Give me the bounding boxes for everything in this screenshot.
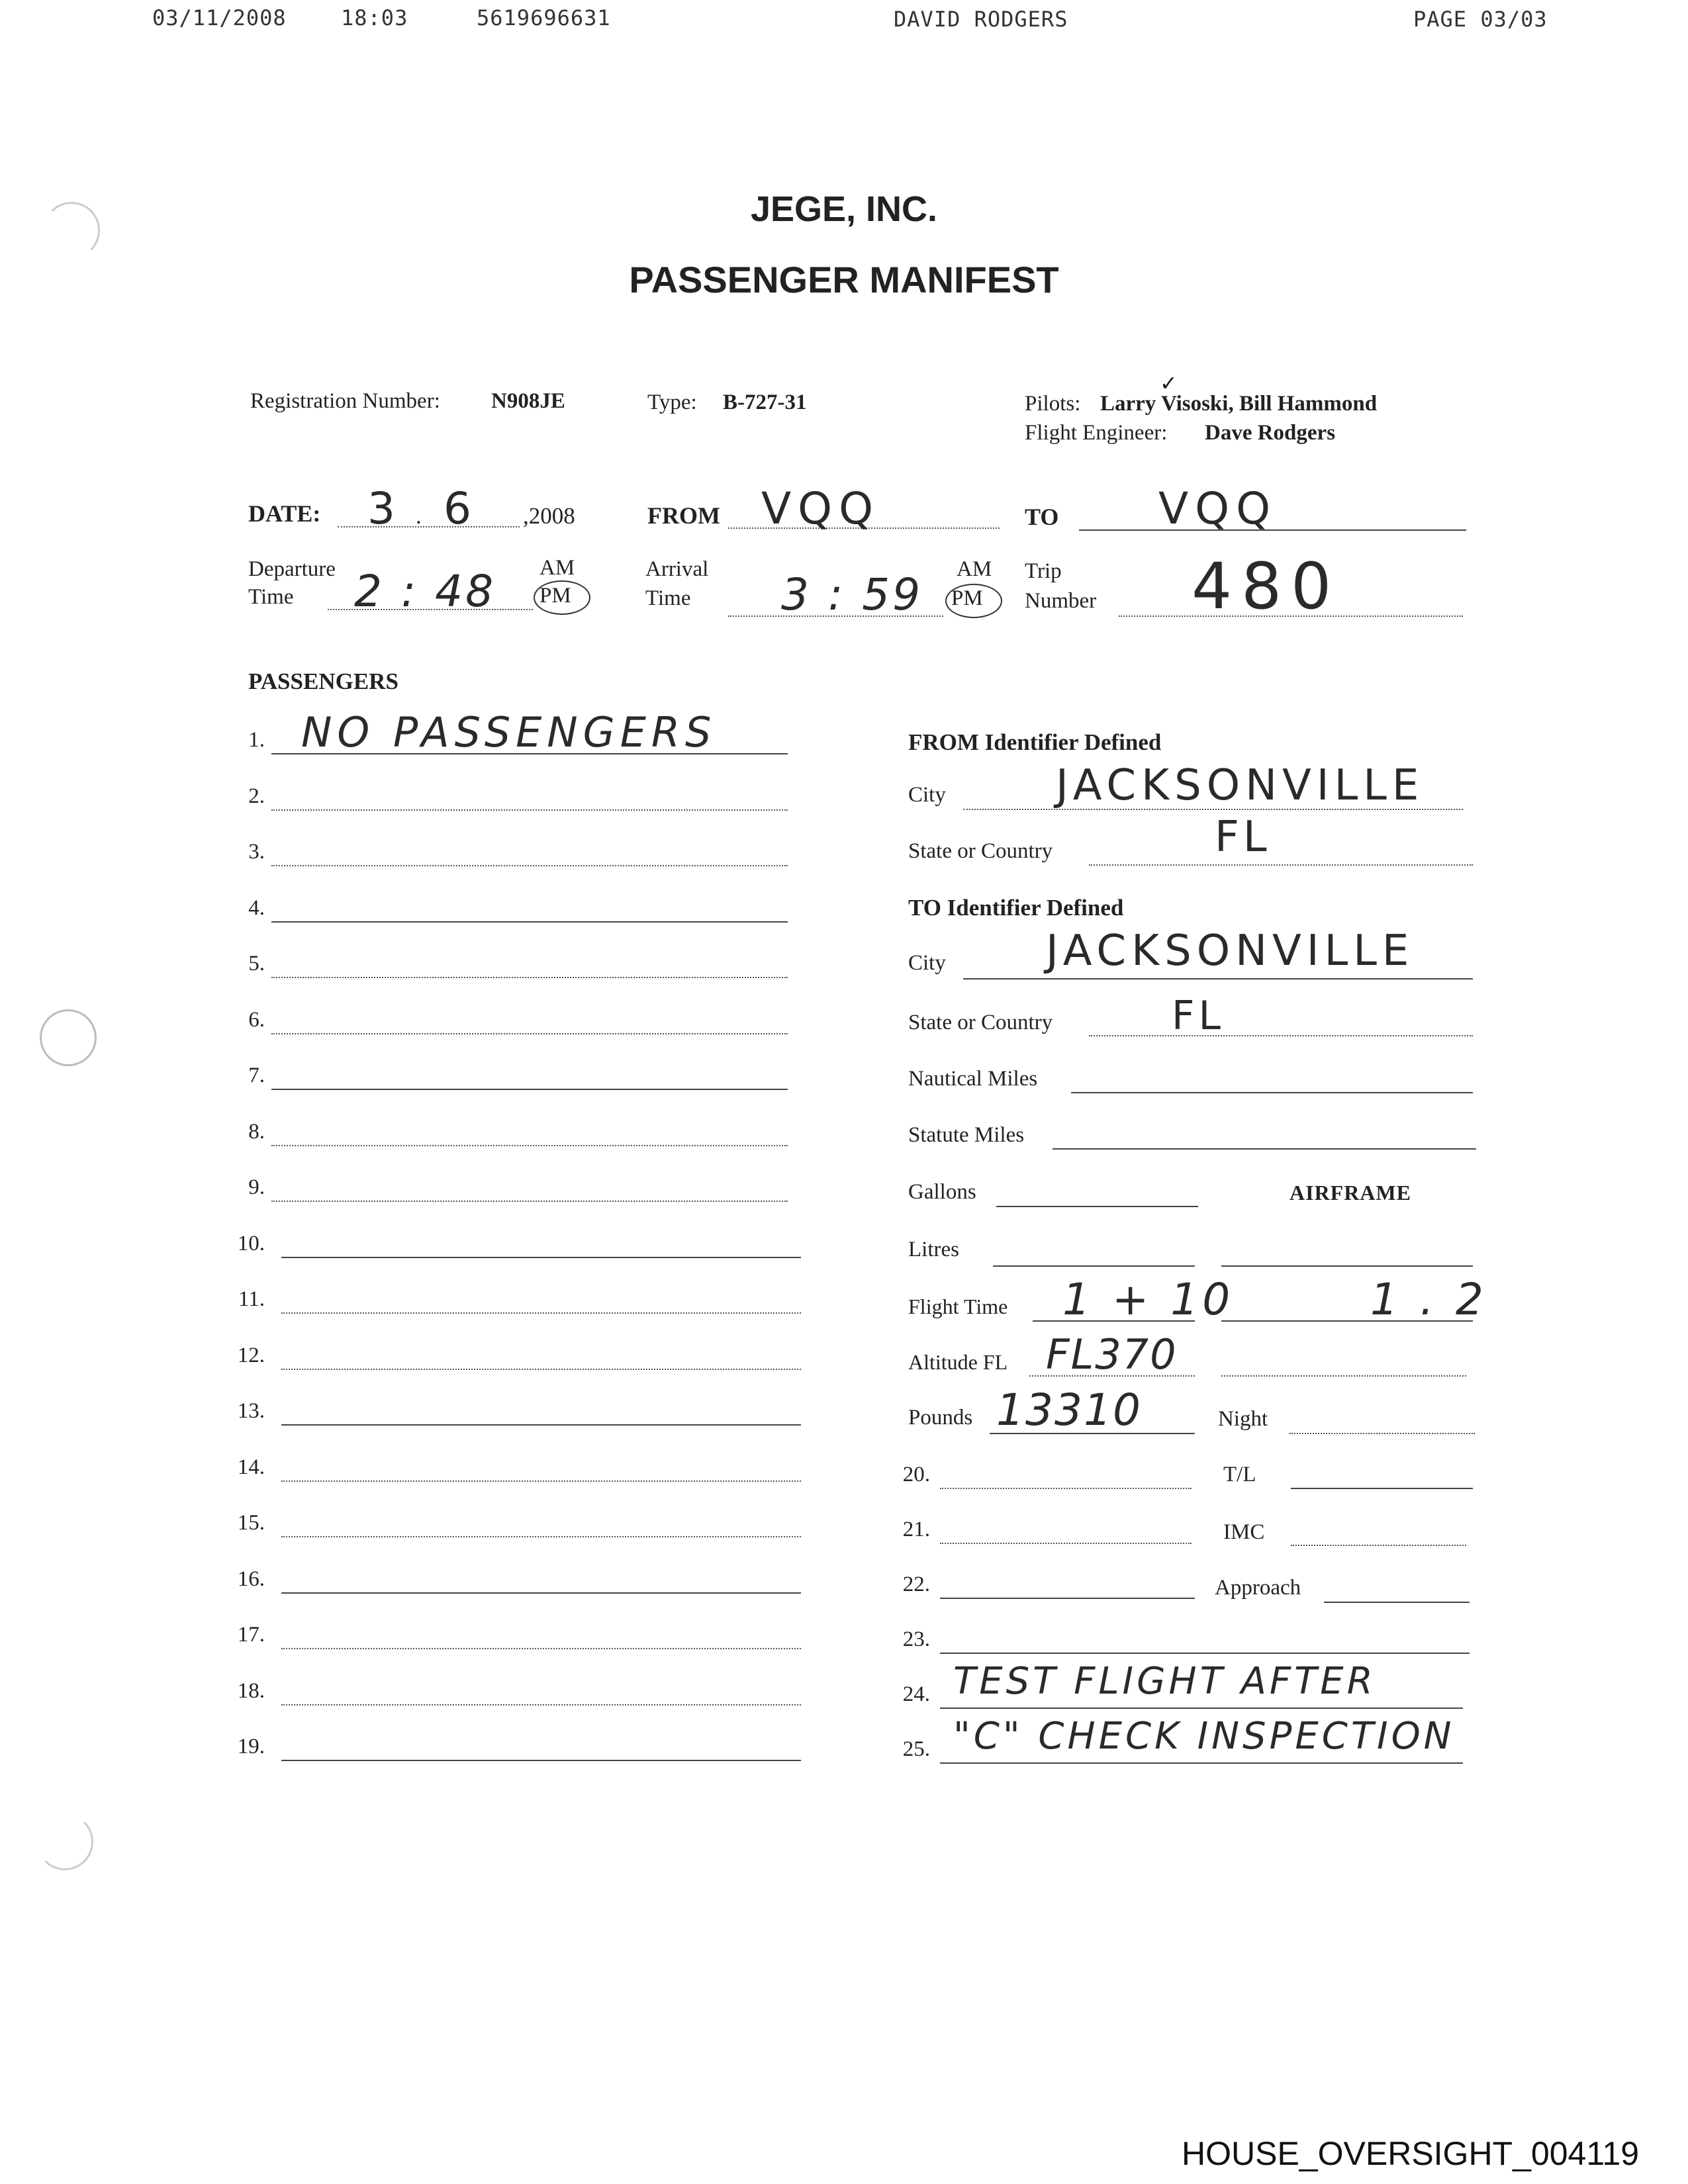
passenger-row-number: 4. <box>248 896 265 920</box>
note-row-number: 20. <box>902 1463 930 1486</box>
date-month: 3 <box>367 483 399 534</box>
pounds-label: Pounds <box>908 1406 973 1430</box>
trip-label-number: Number <box>1025 589 1097 613</box>
imc-line <box>1291 1545 1466 1546</box>
from-label: FROM <box>647 502 720 529</box>
passenger-row-number: 13. <box>237 1399 265 1423</box>
date-label: DATE: <box>248 500 321 527</box>
gallons-label: Gallons <box>908 1180 976 1204</box>
departure-pm: PM <box>539 584 571 608</box>
type-label: Type: <box>647 390 697 414</box>
approach-line <box>1324 1602 1470 1603</box>
departure-am: AM <box>539 556 575 580</box>
from-state-value: FL <box>1215 813 1271 862</box>
passenger-row-number: 18. <box>237 1679 265 1703</box>
note-row-line <box>940 1598 1195 1599</box>
binder-hole-bottom <box>36 1813 93 1870</box>
registration-value: N908JE <box>491 389 565 413</box>
litres-airframe-line <box>1221 1265 1473 1267</box>
litres-label: Litres <box>908 1238 959 1261</box>
passenger-row-number: 7. <box>248 1064 265 1087</box>
passenger-row-name: NO PASSENGERS <box>301 708 717 756</box>
to-state-label: State or Country <box>908 1011 1053 1034</box>
passenger-row-line <box>281 1312 801 1314</box>
note-row-line <box>940 1543 1192 1544</box>
passengers-heading: PASSENGERS <box>248 668 399 694</box>
passenger-row-number: 9. <box>248 1175 265 1199</box>
trip-label: Trip <box>1025 559 1062 583</box>
from-city-label: City <box>908 783 946 807</box>
statute-miles-label: Statute Miles <box>908 1123 1025 1147</box>
passenger-row-number: 16. <box>237 1567 265 1591</box>
passenger-row-number: 14. <box>237 1455 265 1479</box>
flight-time-airframe-value: 1 . 2 <box>1370 1274 1487 1325</box>
passenger-row-line <box>271 977 788 978</box>
passenger-row-number: 15. <box>237 1511 265 1535</box>
to-label: TO <box>1025 504 1059 530</box>
arrival-label-time: Time <box>645 586 691 610</box>
to-city-line <box>963 978 1473 979</box>
departure-label-time: Time <box>248 585 294 609</box>
night-line <box>1289 1433 1475 1434</box>
passenger-row-number: 5. <box>248 952 265 976</box>
fax-sender: DAVID RODGERS <box>894 7 1068 32</box>
passenger-row-line <box>281 1536 801 1537</box>
passenger-row-number: 1. <box>248 728 265 752</box>
altitude-value: FL370 <box>1046 1330 1178 1379</box>
flight-time-value: 1 + 10 <box>1062 1274 1235 1325</box>
note-row-line <box>940 1762 1463 1764</box>
passenger-row-line <box>271 1033 788 1034</box>
note-row-line <box>940 1488 1192 1489</box>
passenger-row-number: 2. <box>248 784 265 808</box>
passenger-row-line <box>281 1480 801 1482</box>
date-line <box>338 526 520 527</box>
from-state-line <box>1089 864 1473 866</box>
arrival-am: AM <box>957 557 992 581</box>
fax-phone: 5619696631 <box>477 5 611 30</box>
note-row-text: "C" CHECK INSPECTION <box>953 1715 1455 1758</box>
nautical-miles-line <box>1071 1092 1473 1093</box>
airframe-heading: AIRFRAME <box>1289 1181 1411 1205</box>
tl-line <box>1291 1488 1473 1489</box>
flight-time-label: Flight Time <box>908 1295 1008 1318</box>
passenger-row-line <box>271 1201 788 1202</box>
fax-time: 18:03 <box>341 5 408 30</box>
pounds-value: 13310 <box>996 1385 1142 1435</box>
passenger-row-line <box>271 1089 788 1090</box>
flight-engineer-value: Dave Rodgers <box>1205 421 1336 445</box>
passenger-row-line <box>281 1369 801 1370</box>
passenger-row-line <box>271 921 788 923</box>
passenger-row-line <box>281 1648 801 1649</box>
nautical-miles-label: Nautical Miles <box>908 1067 1038 1091</box>
pilots-label: Pilots: <box>1025 392 1081 416</box>
statute-miles-line <box>1053 1148 1476 1150</box>
date-year: ,2008 <box>523 503 575 529</box>
flight-engineer-label: Flight Engineer: <box>1025 421 1168 445</box>
passenger-row-number: 12. <box>237 1343 265 1367</box>
passenger-row-number: 11. <box>238 1287 265 1311</box>
to-state-line <box>1089 1035 1473 1036</box>
passenger-row-number: 3. <box>248 840 265 864</box>
from-city-value: JACKSONVILLE <box>1056 761 1425 810</box>
arrival-pm: PM <box>951 586 983 610</box>
from-defined-heading: FROM Identifier Defined <box>908 729 1162 755</box>
note-row-line <box>940 1653 1470 1654</box>
from-state-label: State or Country <box>908 839 1053 863</box>
altitude-label: Altitude FL <box>908 1350 1008 1374</box>
passenger-row-line <box>281 1760 801 1761</box>
passenger-row-number: 8. <box>248 1120 265 1144</box>
approach-label: Approach <box>1215 1576 1301 1600</box>
note-row-number: 24. <box>902 1682 930 1706</box>
passenger-row-line <box>271 1145 788 1146</box>
to-city-value: JACKSONVILLE <box>1046 927 1415 976</box>
fax-date: 03/11/2008 <box>152 5 287 30</box>
to-defined-heading: TO Identifier Defined <box>908 895 1124 921</box>
note-row-number: 23. <box>902 1627 930 1651</box>
departure-label: Departure <box>248 557 336 581</box>
to-value: VQQ <box>1158 483 1278 534</box>
to-city-label: City <box>908 951 946 975</box>
passenger-row-number: 19. <box>237 1735 265 1758</box>
note-row-number: 25. <box>902 1737 930 1761</box>
pilots-value: Larry Visoski, Bill Hammond <box>1100 392 1378 416</box>
company-name: JEGE, INC. <box>750 189 938 229</box>
passenger-row-line <box>271 809 788 811</box>
registration-label: Registration Number: <box>250 389 440 413</box>
fax-page: PAGE 03/03 <box>1413 7 1548 32</box>
gallons-line <box>996 1206 1198 1207</box>
litres-line <box>993 1265 1195 1267</box>
tl-label: T/L <box>1223 1463 1256 1486</box>
note-row-line <box>940 1707 1463 1709</box>
arrival-label: Arrival <box>645 557 709 581</box>
imc-label: IMC <box>1223 1520 1265 1544</box>
passenger-row-line <box>281 1592 801 1594</box>
night-label: Night <box>1218 1407 1268 1431</box>
note-row-number: 21. <box>902 1518 930 1541</box>
trip-number-value: 480 <box>1192 549 1341 623</box>
from-value: VQQ <box>761 483 880 534</box>
note-row-number: 22. <box>902 1572 930 1596</box>
document-title: PASSENGER MANIFEST <box>629 259 1059 300</box>
departure-time-value: 2 : 48 <box>354 566 496 617</box>
type-value: B-727-31 <box>723 390 807 414</box>
passenger-row-number: 10. <box>237 1232 265 1255</box>
passenger-row-line <box>281 1257 801 1258</box>
passenger-row-line <box>281 1704 801 1706</box>
altitude-airframe-line <box>1221 1375 1466 1377</box>
date-day: 6 <box>444 483 475 534</box>
passenger-row-number: 6. <box>248 1008 265 1032</box>
date-separator: . <box>416 503 422 529</box>
passenger-row-line <box>271 865 788 866</box>
binder-hole-middle <box>40 1009 97 1066</box>
note-row-text: TEST FLIGHT AFTER <box>953 1660 1376 1703</box>
check-mark-icon: ✓ <box>1160 371 1178 395</box>
passenger-row-line <box>281 1424 801 1426</box>
passenger-row-number: 17. <box>237 1623 265 1647</box>
arrival-time-value: 3 : 59 <box>781 569 923 620</box>
bates-number: HOUSE_OVERSIGHT_004119 <box>1182 2135 1640 2172</box>
to-state-value: FL <box>1172 993 1225 1039</box>
